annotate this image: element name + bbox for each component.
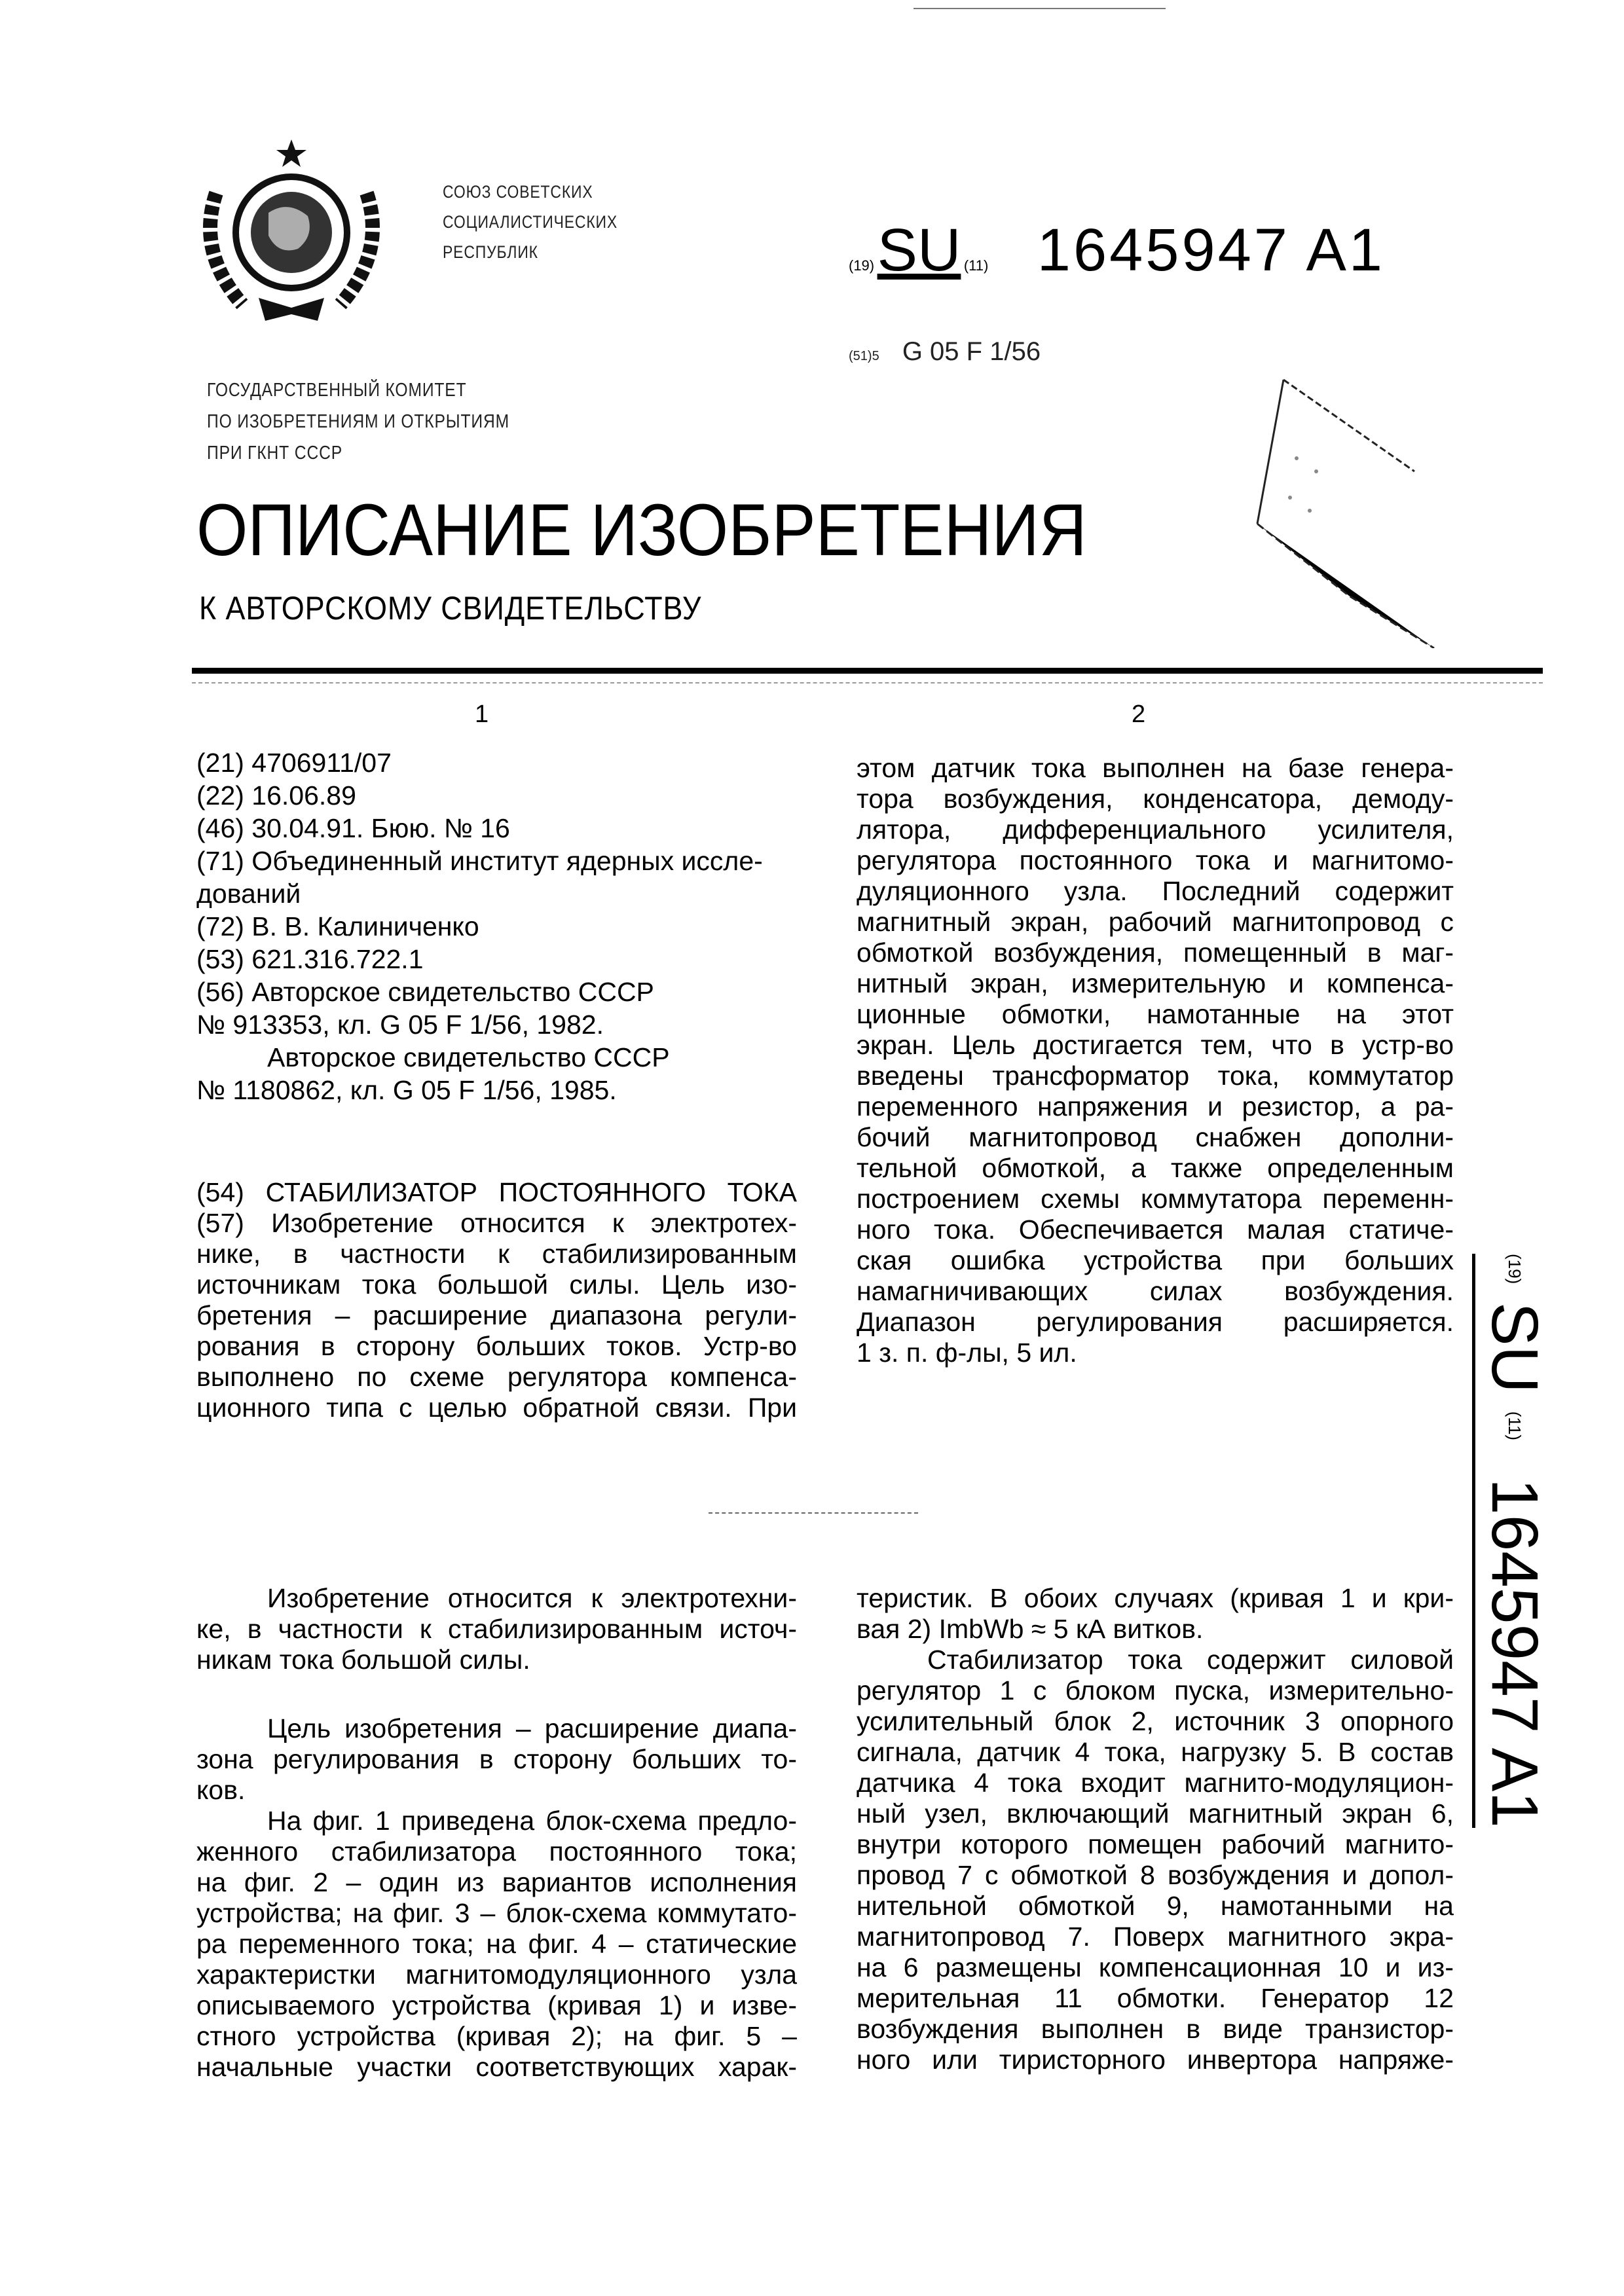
biblio-line: Авторское свидетельство СССР — [196, 1041, 797, 1074]
code-11: (11) — [964, 257, 989, 274]
body-line: теристик. В обоих случаях (кривая 1 и кри- — [857, 1583, 1454, 1614]
column-number-1: 1 — [475, 701, 489, 729]
document-subtitle: К АВТОРСКОМУ СВИДЕТЕЛЬСТВУ — [199, 589, 701, 627]
biblio-line: № 1180862, кл. G 05 F 1/56, 1985. — [196, 1074, 797, 1106]
abstract-line: бочий магнитопровод снабжен дополни- — [857, 1122, 1454, 1153]
body-line: ный узел, включающий магнитный экран 6, — [857, 1798, 1454, 1829]
body-line: возбуждения выполнен в виде транзистор- — [857, 2014, 1454, 2045]
abstract-line: тора возбуждения, конденсатора, демоду- — [857, 784, 1454, 814]
abstract-line: выполнено по схеме регулятора компенса- — [196, 1362, 797, 1393]
body-line: На фиг. 1 приведена блок-схема предло- — [196, 1806, 797, 1836]
biblio-line: (21) 4706911/07 — [196, 746, 797, 779]
header-rule — [192, 668, 1543, 674]
abstract-line: регулятора постоянного тока и магнитомо- — [857, 845, 1454, 876]
body-line: мерительная 11 обмотки. Генератор 12 — [857, 1983, 1454, 2014]
patent-id — [849, 216, 1385, 285]
abstract-line: переменного напряжения и резистор, а ра- — [857, 1091, 1454, 1122]
abstract-line: дуляционного узла. Последний содержит — [857, 876, 1454, 907]
bibliographic-data — [196, 746, 797, 1106]
ipc-code: G 05 F 1/56 — [902, 337, 1041, 366]
body-line: Стабилизатор тока содержит силовой — [857, 1645, 1454, 1675]
country-line: СОЦИАЛИСТИЧЕСКИХ — [443, 207, 618, 237]
body-line: датчика 4 тока входит магнито-модуляцион- — [857, 1768, 1454, 1798]
body-line: характеристки магнитомодуляционного узла — [196, 1959, 797, 1990]
body-line: внутри которого помещен рабочий магнито- — [857, 1829, 1454, 1860]
body-line: магнитопровод 7. Поверх магнитного экра- — [857, 1922, 1454, 1952]
section-separator — [709, 1512, 918, 1514]
abstract-right — [857, 753, 1454, 1368]
abstract-line: рования в сторону больших токов. Устр-во — [196, 1331, 797, 1362]
abstract-line: введены трансформатор тока, коммутатор — [857, 1061, 1454, 1091]
body-line: никам тока большой силы. — [196, 1645, 797, 1675]
abstract-line: ного тока. Обеспечивается малая статиче- — [857, 1214, 1454, 1245]
library-stamp-icon — [1218, 373, 1454, 648]
body-line: ке, в частности к стабилизированным источ- — [196, 1614, 797, 1645]
abstract-line: ционного типа с целью обратной связи. При — [196, 1393, 797, 1423]
biblio-line: (71) Объединенный институт ядерных иссле- — [196, 845, 797, 877]
side-patent-number: 1645947 A1 — [1477, 1478, 1552, 1828]
abstract-line: магнитный экран, рабочий магнитопровод с — [857, 907, 1454, 938]
abstract-line: 1 з. п. ф-лы, 5 ил. — [857, 1338, 1454, 1368]
body-line: сигнала, датчик 4 тока, нагрузку 5. В состав — [857, 1737, 1454, 1768]
body-line: описываемого устройства (кривая 1) и изве- — [196, 1990, 797, 2021]
biblio-line: № 913353, кл. G 05 F 1/56, 1982. — [196, 1008, 797, 1041]
body-line: начальные участки соответствующих харак- — [196, 2052, 797, 2083]
top-scan-line — [913, 8, 1166, 9]
committee-name — [207, 374, 509, 469]
abstract-line: (57) Изобретение относится к электротех- — [196, 1208, 797, 1239]
side-code-19: (19) — [1505, 1254, 1524, 1284]
body-line: Цель изобретения – расширение диапа- — [196, 1713, 797, 1744]
document-title: ОПИСАНИЕ ИЗОБРЕТЕНИЯ — [196, 488, 1087, 572]
body-line: ков. — [196, 1775, 797, 1806]
abstract-line: этом датчик тока выполнен на базе генера- — [857, 753, 1454, 784]
abstract-line: экран. Цель достигается тем, что в устр-во — [857, 1030, 1454, 1061]
biblio-line: (72) В. В. Калиниченко — [196, 910, 797, 943]
biblio-line: (56) Авторское свидетельство СССР — [196, 975, 797, 1008]
ipc-label: (51)5 — [849, 349, 879, 363]
body-line: провод 7 с обмоткой 8 возбуждения и допол- — [857, 1860, 1454, 1891]
side-code-11: (11) — [1505, 1412, 1524, 1440]
country-line: СОЮЗ СОВЕТСКИХ — [443, 177, 618, 207]
abstract-line: намагничивающих силах возбуждения. — [857, 1276, 1454, 1307]
body-line: Изобретение относится к электротехни- — [196, 1583, 797, 1614]
body-line: усилительный блок 2, источник 3 опорного — [857, 1706, 1454, 1737]
country-name — [443, 177, 618, 267]
committee-line: ГОСУДАРСТВЕННЫЙ КОМИТЕТ — [207, 374, 509, 406]
abstract-left — [196, 1177, 797, 1423]
body-line: нительной обмоткой 9, намотанными на — [857, 1891, 1454, 1922]
side-patent-label — [1472, 1254, 1552, 1828]
body-line: ного или тиристорного инвертора напряже- — [857, 2045, 1454, 2075]
body-line: ра переменного тока; на фиг. 4 – статические — [196, 1929, 797, 1959]
body-line: вая 2) ImbWb ≈ 5 кА витков. — [857, 1614, 1454, 1645]
body-line: устройства; на фиг. 3 – блок-схема коммутато- — [196, 1898, 797, 1929]
abstract-title: (54) СТАБИЛИЗАТОР ПОСТОЯННОГО ТОКА — [196, 1177, 797, 1208]
column-number-2: 2 — [1132, 701, 1145, 729]
abstract-line: источникам тока большой силы. Цель изо- — [196, 1269, 797, 1300]
body-line: стного устройства (кривая 2); на фиг. 5 – — [196, 2021, 797, 2052]
body-right — [857, 1583, 1454, 2075]
patent-number: 1645947 A1 — [1037, 217, 1385, 283]
abstract-line: лятора, дифференциального усилителя, — [857, 814, 1454, 845]
ussr-emblem-icon — [190, 134, 396, 334]
body-left — [196, 1583, 797, 2083]
abstract-line: нитный экран, измерительную и компенса- — [857, 968, 1454, 999]
committee-line: ПО ИЗОБРЕТЕНИЯМ И ОТКРЫТИЯМ — [207, 406, 509, 437]
abstract-line: бретения – расширение диапазона регули- — [196, 1300, 797, 1331]
country-line: РЕСПУБЛИК — [443, 237, 618, 267]
abstract-line: Диапазон регулирования расширяется. — [857, 1307, 1454, 1338]
body-line: на 6 размещены компенсационная 10 и из- — [857, 1952, 1454, 1983]
body-line: на фиг. 2 – один из вариантов исполнения — [196, 1867, 797, 1898]
abstract-line: ционные обмотки, намотанные на этот — [857, 999, 1454, 1030]
country-code: SU — [877, 217, 961, 283]
biblio-line: (53) 621.316.722.1 — [196, 943, 797, 975]
abstract-line: построением схемы коммутатора переменн- — [857, 1184, 1454, 1214]
abstract-line: нике, в частности к стабилизированным — [196, 1239, 797, 1269]
abstract-line: тельной обмоткой, а также определенным — [857, 1153, 1454, 1184]
abstract-line: обмоткой возбуждения, помещенный в маг- — [857, 938, 1454, 968]
biblio-line: (46) 30.04.91. Бюю. № 16 — [196, 812, 797, 845]
biblio-line: (22) 16.06.89 — [196, 779, 797, 812]
code-19: (19) — [849, 257, 874, 274]
biblio-line: дований — [196, 877, 797, 910]
side-country-code: SU — [1478, 1302, 1551, 1393]
body-line: регулятор 1 с блоком пуска, измерительно- — [857, 1675, 1454, 1706]
header-rule-dotted — [192, 682, 1543, 683]
abstract-line: ская ошибка устройства при больших — [857, 1245, 1454, 1276]
ipc-classification — [849, 337, 1041, 367]
committee-line: ПРИ ГКНТ СССР — [207, 437, 509, 469]
body-line: зона регулирования в сторону больших то- — [196, 1744, 797, 1775]
body-line: женного стабилизатора постоянного тока; — [196, 1836, 797, 1867]
